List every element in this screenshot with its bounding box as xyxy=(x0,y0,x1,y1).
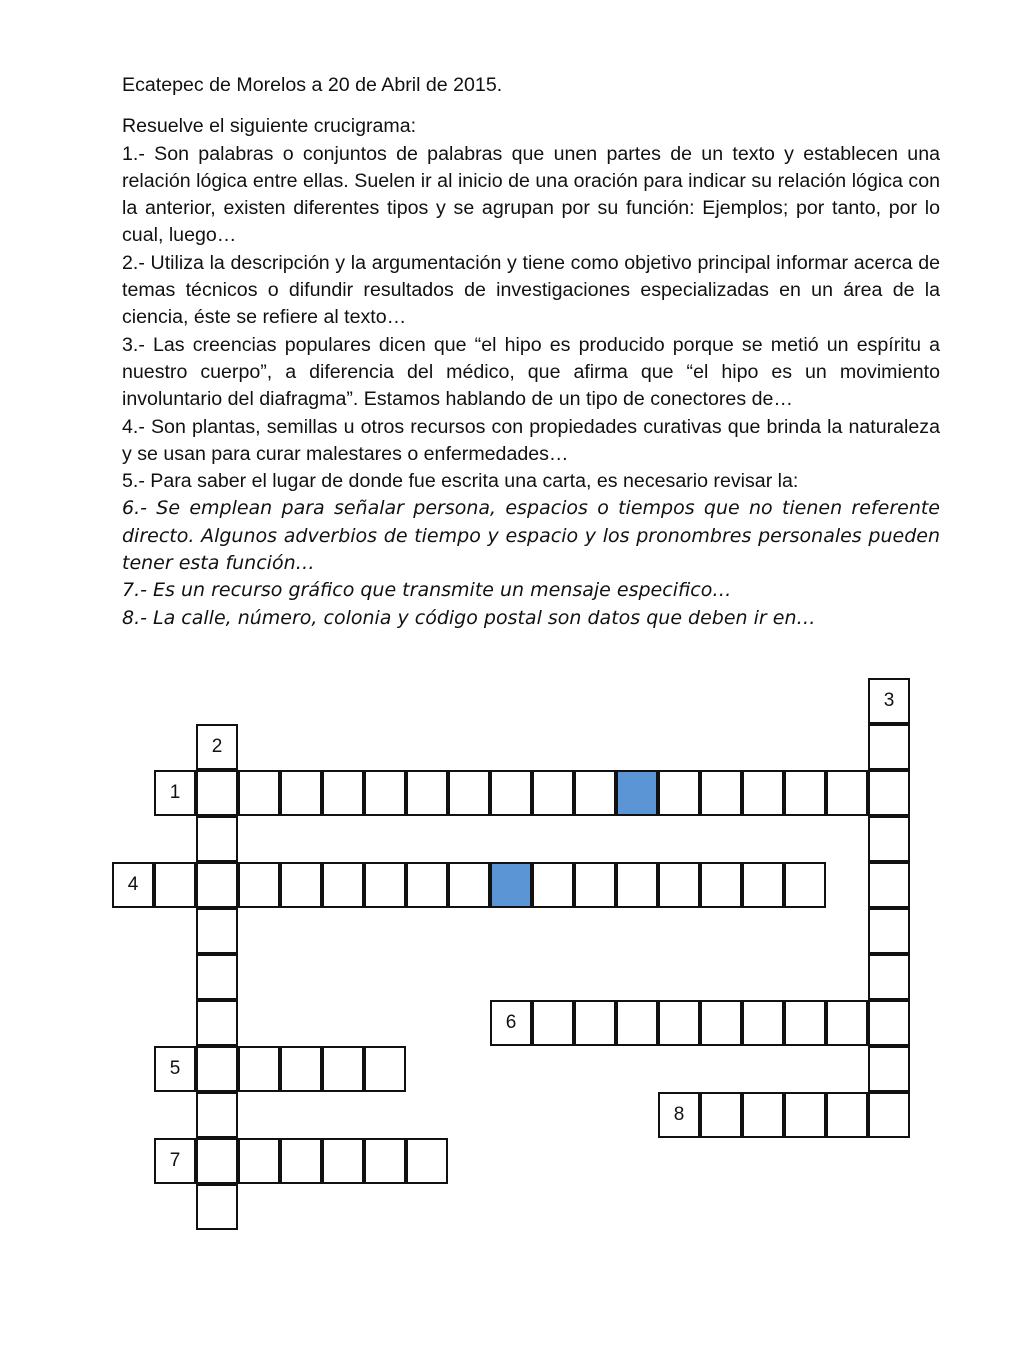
crossword-cell[interactable] xyxy=(364,862,406,908)
crossword-cell[interactable] xyxy=(196,770,238,816)
crossword-number-5: 5 xyxy=(169,1058,181,1079)
crossword-cell[interactable] xyxy=(196,908,238,954)
crossword-number-8: 8 xyxy=(673,1104,685,1125)
clue-4: 4.- Son plantas, semillas u otros recursos con propiedades curativas que brinda la naturaleza y se usan para curar malestares o enfermedades… xyxy=(122,415,940,465)
clue-5: 5.- Para saber el lugar de donde fue escrita una carta, es necesario revisar la: xyxy=(122,470,799,493)
crossword-cell[interactable] xyxy=(616,862,658,908)
crossword-cell[interactable] xyxy=(868,1000,910,1046)
crossword-cell[interactable] xyxy=(574,770,616,816)
crossword-cell[interactable] xyxy=(448,770,490,816)
crossword-cell[interactable] xyxy=(280,862,322,908)
crossword-cell[interactable] xyxy=(280,1046,322,1092)
crossword-cell[interactable] xyxy=(322,862,364,908)
date-line: Ecatepec de Morelos a 20 de Abril de 2015. xyxy=(122,74,503,96)
crossword-cell[interactable] xyxy=(784,862,826,908)
instruction: Resuelve el siguiente crucigrama: xyxy=(122,115,417,138)
crossword-cell[interactable] xyxy=(322,770,364,816)
crossword-cell[interactable] xyxy=(742,770,784,816)
crossword-cell[interactable] xyxy=(406,1138,448,1184)
crossword-cell[interactable] xyxy=(574,862,616,908)
crossword-cell[interactable] xyxy=(196,1092,238,1138)
crossword-cell[interactable] xyxy=(196,954,238,1000)
crossword-cell[interactable] xyxy=(196,1184,238,1230)
crossword-cell[interactable] xyxy=(238,1046,280,1092)
crossword-cell[interactable] xyxy=(658,770,700,816)
crossword-cell[interactable] xyxy=(868,770,910,816)
crossword-cell[interactable] xyxy=(532,770,574,816)
crossword-cell[interactable] xyxy=(364,770,406,816)
clue-8: 8.- La calle, número, colonia y código postal son datos que deben ir en… xyxy=(122,606,816,629)
crossword-cell[interactable] xyxy=(700,862,742,908)
crossword-cell[interactable] xyxy=(826,1000,868,1046)
crossword-cell[interactable] xyxy=(196,862,238,908)
crossword-cell[interactable] xyxy=(616,1000,658,1046)
crossword-cell[interactable] xyxy=(658,862,700,908)
crossword-cell[interactable] xyxy=(868,954,910,1000)
crossword-cell[interactable] xyxy=(238,1138,280,1184)
crossword-cell[interactable] xyxy=(826,1092,868,1138)
crossword-cell[interactable] xyxy=(280,770,322,816)
clue-2: 2.- Utiliza la descripción y la argumentación y tiene como objetivo principal informar acerca de temas técnicos o difundir resultados de investigaciones especializadas en un área de la ciencia, éste se refiere al texto… xyxy=(122,251,940,329)
crossword-cell[interactable] xyxy=(448,862,490,908)
crossword-cell[interactable] xyxy=(868,724,910,770)
crossword-cell[interactable] xyxy=(196,1000,238,1046)
clue-6: 6.- Se emplean para señalar persona, espacios o tiempos que no tienen referente directo. Algunos adverbios de tiempo y espacio y los pronombres personales pueden tener esta función… xyxy=(122,497,940,575)
crossword-cell[interactable] xyxy=(322,1138,364,1184)
crossword-cell[interactable] xyxy=(868,862,910,908)
crossword-cell[interactable] xyxy=(280,1138,322,1184)
crossword-cell[interactable] xyxy=(700,770,742,816)
crossword-cell[interactable] xyxy=(154,862,196,908)
crossword-cell[interactable] xyxy=(406,770,448,816)
crossword-cell[interactable] xyxy=(868,816,910,862)
crossword-cell[interactable] xyxy=(742,862,784,908)
crossword-cell[interactable] xyxy=(868,908,910,954)
clue-3: 3.- Las creencias populares dicen que “el hipo es producido porque se metió un espíritu a nuestro cuerpo”, a diferencia del médico, que afirma que “el hipo es un movimiento involuntario del diafragma”. Estamos hablando de un tipo de conectores de… xyxy=(122,333,940,411)
crossword-cell[interactable] xyxy=(658,1000,700,1046)
crossword-cell-shaded[interactable] xyxy=(490,862,532,908)
crossword-cell[interactable] xyxy=(574,1000,616,1046)
crossword-cell[interactable] xyxy=(826,770,868,816)
clue-7: 7.- Es un recurso gráfico que transmite un mensaje especifico… xyxy=(122,579,732,602)
crossword-cell[interactable] xyxy=(322,1046,364,1092)
crossword-cell[interactable] xyxy=(196,816,238,862)
crossword-number-7: 7 xyxy=(169,1150,181,1171)
crossword-cell[interactable] xyxy=(364,1138,406,1184)
clue-1: 1.- Son palabras o conjuntos de palabras que unen partes de un texto y establecen una relación lógica entre ellas. Suelen ir al inicio de una oración para indicar su relación lógica con la anterior, existen diferentes tipos y se agrupan por su función: Ejemplos; por tanto, por lo cual, luego… xyxy=(122,142,940,247)
crossword-cell[interactable] xyxy=(700,1092,742,1138)
crossword-number-2: 2 xyxy=(211,736,223,757)
crossword-cell[interactable] xyxy=(700,1000,742,1046)
crossword-cell[interactable] xyxy=(868,1046,910,1092)
crossword-cell[interactable] xyxy=(532,862,574,908)
crossword-number-6: 6 xyxy=(505,1012,517,1033)
crossword-number-3: 3 xyxy=(883,690,895,711)
crossword-cell[interactable] xyxy=(784,770,826,816)
crossword-cell[interactable] xyxy=(238,770,280,816)
crossword-cell[interactable] xyxy=(406,862,448,908)
crossword-cell[interactable] xyxy=(868,1092,910,1138)
crossword-cell[interactable] xyxy=(784,1092,826,1138)
crossword-cell[interactable] xyxy=(238,862,280,908)
crossword-cell[interactable] xyxy=(784,1000,826,1046)
crossword-number-1: 1 xyxy=(169,782,181,803)
crossword-cell[interactable] xyxy=(532,1000,574,1046)
crossword-cell[interactable] xyxy=(742,1000,784,1046)
crossword-cell[interactable] xyxy=(364,1046,406,1092)
crossword-cell[interactable] xyxy=(196,1138,238,1184)
crossword-cell-shaded[interactable] xyxy=(616,770,658,816)
crossword-cell[interactable] xyxy=(742,1092,784,1138)
crossword-cell[interactable] xyxy=(490,770,532,816)
crossword-cell[interactable] xyxy=(196,1046,238,1092)
crossword-number-4: 4 xyxy=(127,874,139,895)
